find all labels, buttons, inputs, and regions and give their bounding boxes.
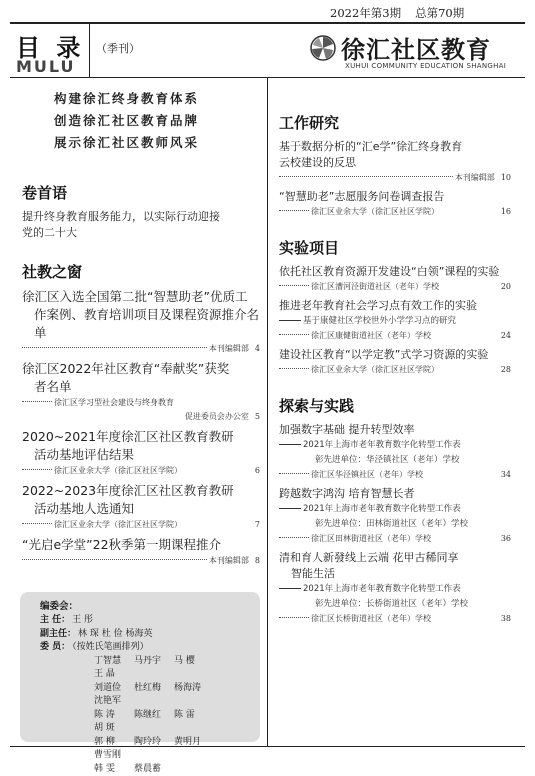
- entry-title: [279, 189, 511, 205]
- entry-source: [22, 396, 260, 410]
- leader-dots: [22, 347, 207, 348]
- section-research: [279, 112, 511, 219]
- pinwheel-logo-icon: [309, 34, 337, 62]
- toc-entry[interactable]: [22, 428, 260, 478]
- leader-dots: [279, 210, 309, 211]
- committee-director: [40, 614, 250, 628]
- entry-source: [279, 329, 511, 343]
- page-number: 8: [255, 554, 260, 568]
- entry-title: [22, 288, 260, 342]
- entry-source: [22, 410, 260, 424]
- entry-title: [279, 298, 511, 314]
- entry-title: [22, 536, 260, 554]
- title-line: 依托社区教育资源开发建设“白领”课程的实验: [279, 265, 499, 278]
- member-name: 杜红梅: [134, 682, 174, 696]
- leader-dots: [22, 401, 52, 402]
- source: 徐汇区业余大学（徐汇区社区学院）: [311, 205, 439, 219]
- leader-dots: [22, 469, 52, 470]
- page-number: 28: [495, 363, 511, 377]
- page-number: 38: [495, 612, 511, 626]
- toc-entry[interactable]: [22, 536, 260, 568]
- dash: [279, 320, 301, 321]
- entry-source: [22, 554, 260, 568]
- source: 徐汇区长桥街道社区（老年）学校: [311, 612, 431, 626]
- member-name: 蔡晨蓄: [134, 763, 174, 776]
- page-number: 4: [255, 342, 260, 356]
- title-line: 清和育人新發线上云端 花甲古稀同享: [279, 551, 459, 564]
- director-name: 王 彤: [72, 615, 93, 625]
- source: 徐汇区漕河泾街道社区（老年）学校: [311, 280, 439, 294]
- title-line: 推进老年教育社会学习点有效工作的实验: [279, 299, 477, 312]
- entry-subtitle: [279, 453, 511, 468]
- toc-entry[interactable]: [279, 422, 511, 482]
- section-title: 探索与实践: [279, 395, 511, 416]
- page-number: 20: [495, 280, 511, 294]
- title-line: 云校建设的反思: [279, 156, 356, 169]
- leader-dots: [279, 368, 309, 369]
- brand-name-en: XUHUI COMMUNITY EDUCATION SHANGHAI: [345, 62, 506, 70]
- mulu-box: [10, 24, 90, 78]
- title-line: 活动基地评估结果: [22, 446, 260, 464]
- toc-entry[interactable]: [279, 347, 511, 377]
- entry-source: [279, 468, 511, 482]
- member-name: 马丹宇: [134, 655, 174, 669]
- member-name: 陈 涛: [94, 709, 134, 723]
- issue-info: [330, 5, 464, 21]
- toc-entry[interactable]: [22, 482, 260, 532]
- members-label: 委 员：: [40, 642, 70, 652]
- periodicity: （季刊）: [96, 40, 140, 56]
- title-line: 智能生活: [279, 566, 511, 582]
- member-name: 黄明月: [174, 736, 214, 750]
- member-name: 韩 雯: [94, 763, 134, 776]
- column-divider: [267, 78, 268, 746]
- source: 徐汇区华泾镇社区（老年）学校: [311, 468, 423, 482]
- title-line: 2020~2021年度徐汇区社区教育教研: [22, 429, 234, 444]
- entry-subtitle: [279, 314, 511, 329]
- entry-title: [279, 139, 511, 171]
- title-line: 提升终身教育服务能力，以实际行动迎接: [22, 210, 220, 223]
- entry-source: [279, 612, 511, 626]
- section-title: 工作研究: [279, 112, 511, 133]
- entry-source: [279, 532, 511, 546]
- committee-vice: [40, 628, 250, 642]
- member-name: 陶玲玲: [134, 736, 174, 750]
- member-name: 马 樱: [174, 655, 214, 669]
- section-preface: [22, 182, 260, 241]
- toc-entry[interactable]: [279, 486, 511, 546]
- title-line: 者名单: [22, 378, 260, 396]
- members-note: （按姓氏笔画排列）: [72, 642, 149, 652]
- entry-subtitle: [279, 502, 511, 517]
- entry-title: [22, 209, 260, 241]
- vice-names: 林 琛 杜 俭 杨海英: [78, 629, 152, 639]
- entry-title: [279, 550, 511, 582]
- contents-title-en: MULU: [16, 57, 76, 76]
- entry-source: [22, 518, 260, 532]
- entry-source: [279, 171, 511, 185]
- vice-label: 副主任：: [40, 629, 76, 639]
- dash: [279, 588, 301, 589]
- page-number: 6: [249, 464, 260, 478]
- subtitle: 2021年上海市老年教育数字化转型工作表: [303, 504, 461, 514]
- brand: [309, 30, 519, 74]
- member-name: 丁智慧: [94, 655, 134, 669]
- title-line: 跨越数字鸿沟 培育智慧长者: [279, 487, 415, 500]
- source: 徐汇区业余大学（徐汇区社区学院）: [54, 464, 182, 478]
- entry-source: [279, 205, 511, 219]
- title-line: 徐汇区入选全国第二批“智慧助老”优质工: [22, 289, 247, 304]
- toc-entry[interactable]: [22, 209, 260, 241]
- member-name: 王 晶: [94, 668, 134, 682]
- source: 徐汇区康健街道社区（老年）学校: [311, 329, 431, 343]
- entry-source: [279, 280, 511, 294]
- member-name: 刘道俭: [94, 682, 134, 696]
- section-title: 实验项目: [279, 237, 511, 258]
- page-number: 24: [495, 329, 511, 343]
- editorial-committee: [20, 592, 260, 742]
- section-window: [22, 261, 260, 568]
- title-line: 党的二十大: [22, 226, 77, 239]
- member-name: 陈继红: [134, 709, 174, 723]
- leader-dots: [279, 334, 309, 335]
- subtitle: 2021年上海市老年教育数字化转型工作表: [303, 584, 461, 594]
- leader-dots: [22, 559, 207, 560]
- entry-subtitle: [279, 597, 511, 612]
- slogans: [54, 88, 260, 154]
- masthead: [10, 22, 525, 78]
- page-number: 7: [249, 518, 260, 532]
- subtitle: 彰先进单位：华泾镇社区（老年）学校: [315, 455, 460, 465]
- committee-members: [40, 641, 250, 655]
- leader-dots: [279, 537, 309, 538]
- title-line: 2022~2023年度徐汇区社区教育教研: [22, 483, 234, 498]
- page-number: 16: [495, 205, 511, 219]
- toc-entry[interactable]: [279, 550, 511, 626]
- left-column: [22, 88, 260, 588]
- member-name: 胡 斑: [94, 722, 134, 736]
- page-number: 10: [501, 171, 511, 185]
- bottom-rule: [10, 746, 525, 747]
- contents-title: 目 录: [16, 28, 84, 63]
- toc-entry[interactable]: [279, 189, 511, 219]
- member-name: 杨海涛: [174, 682, 214, 696]
- subtitle: 彰先进单位：长桥街道社区（老年）学校: [315, 599, 468, 609]
- toc-entry[interactable]: [22, 360, 260, 424]
- page-number: 36: [495, 532, 511, 546]
- leader-dots: [279, 473, 309, 474]
- director-label: 主 任：: [40, 615, 70, 625]
- title-line: 徐汇区2022年社区教育“奉献奖”获奖: [22, 361, 229, 376]
- title-line: “光启e学堂”22秋季第一期课程推介: [22, 537, 221, 552]
- leader-dots: [279, 176, 453, 177]
- committee-heading: 编委会：: [40, 600, 250, 614]
- member-name: 郭 柳: [94, 736, 134, 750]
- title-line: 基于数据分析的“汇e学”徐汇终身教育: [279, 140, 462, 153]
- title-line: 活动基地人选通知: [22, 500, 260, 518]
- source: 本刊编辑部: [209, 554, 249, 568]
- title-line: 建设社区教育“以学定教”式学习资源的实验: [279, 348, 488, 361]
- page-number: 5: [255, 410, 260, 424]
- source: 徐汇区业余大学（徐汇区社区学院）: [54, 518, 182, 532]
- toc-entry[interactable]: [279, 264, 511, 294]
- member-name: 陈 雷: [174, 709, 214, 723]
- section-practice: [279, 395, 511, 626]
- slogan: 构建徐汇终身教育体系: [54, 88, 260, 110]
- entry-title: [22, 360, 260, 396]
- member-name: 沈艳军: [94, 695, 134, 709]
- toc-entry[interactable]: [279, 298, 511, 343]
- entry-title: [279, 264, 511, 280]
- total-issue: 总第70期: [415, 6, 464, 20]
- leader-dots: [279, 617, 309, 618]
- entry-title: [279, 347, 511, 363]
- entry-source: [279, 363, 511, 377]
- toc-entry[interactable]: [22, 288, 260, 356]
- entry-source: [22, 342, 260, 356]
- leader-dots: [279, 285, 309, 286]
- title-line: “智慧助老”志愿服务问卷调查报告: [279, 190, 444, 203]
- dash: [279, 508, 301, 509]
- entry-subtitle: [279, 517, 511, 532]
- source: 徐汇区田林街道社区（老年）学校: [311, 532, 431, 546]
- source: 徐汇区业余大学（徐汇区社区学院）: [311, 363, 439, 377]
- source: 本刊编辑部: [209, 342, 249, 356]
- source: 促进委员会办公室: [185, 410, 249, 424]
- dash: [279, 444, 301, 445]
- section-title: 卷首语: [22, 182, 260, 203]
- entry-source: [22, 464, 260, 478]
- source: 本刊编辑部: [455, 171, 495, 185]
- title-line: 加强数字基础 提升转型效率: [279, 423, 415, 436]
- member-name: 曹雪刚: [94, 749, 134, 763]
- leader-dots: [22, 523, 52, 524]
- entry-title: [279, 486, 511, 502]
- year-issue: 2022年第3期: [330, 6, 401, 20]
- entry-subtitle: [279, 582, 511, 597]
- right-column: [279, 112, 511, 644]
- brand-name: 徐汇社区教育: [341, 30, 491, 65]
- title-line: 作案例、教育培训项目及课程资源推介名单: [22, 306, 260, 342]
- toc-entry[interactable]: [279, 139, 511, 185]
- subtitle: 基于康健社区学校世外小学学习点的研究: [303, 316, 456, 326]
- entry-title: [22, 428, 260, 464]
- subtitle: 2021年上海市老年教育数字化转型工作表: [303, 440, 461, 450]
- slogan: 展示徐汇社区教师风采: [54, 132, 260, 154]
- page-number: 34: [495, 468, 511, 482]
- slogan: 创造徐汇社区教育品牌: [54, 110, 260, 132]
- member-names: [94, 655, 250, 776]
- source: 徐汇区学习型社会建设与终身教育: [54, 396, 174, 410]
- section-title: 社教之窗: [22, 261, 260, 282]
- subtitle: 彰先进单位：田林街道社区（老年）学校: [315, 519, 468, 529]
- entry-title: [279, 422, 511, 438]
- section-experiment: [279, 237, 511, 377]
- entry-subtitle: [279, 438, 511, 453]
- entry-title: [22, 482, 260, 518]
